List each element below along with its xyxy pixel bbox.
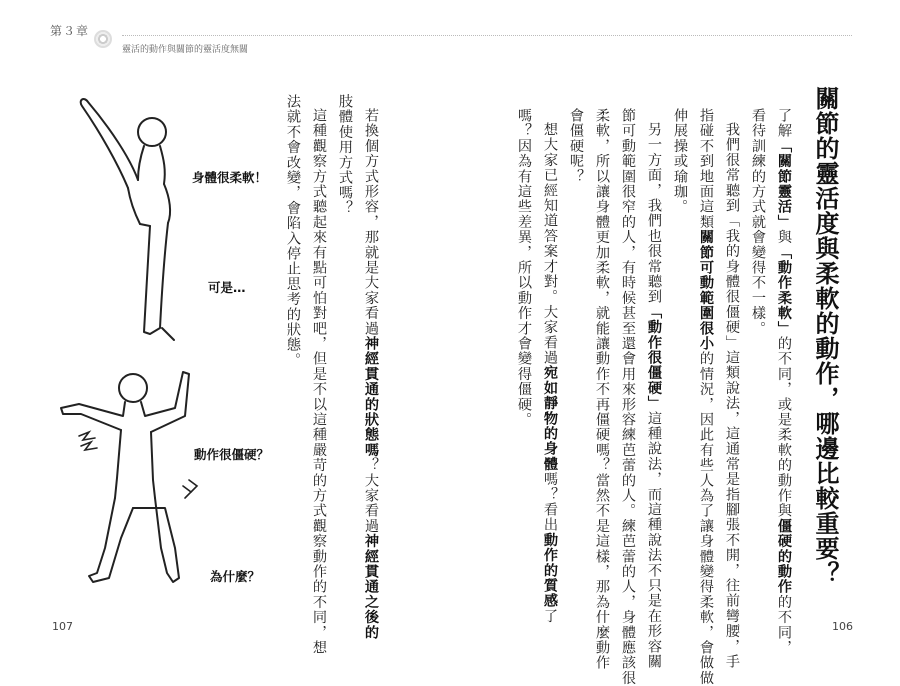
body-text: 了: [542, 608, 558, 624]
text-column: [719, 122, 745, 669]
page-number-right: 106: [832, 620, 853, 633]
text-column: [563, 108, 589, 184]
emphasis-text: 「動作柔軟」: [776, 244, 792, 337]
text-column: [771, 108, 797, 655]
body-text: 想大家已經知道答案才對。大家看過: [542, 122, 558, 366]
body-text: 另一方面，我們也很常聽到: [646, 122, 662, 305]
body-text: 法就不會改變，會陷入停止思考的狀態。: [285, 94, 301, 368]
figure-label-stiff: 動作很僵硬？: [194, 447, 270, 462]
body-text: 指碰不到地面這類: [698, 108, 714, 230]
stiff-body-illustration: [55, 368, 200, 590]
body-text: 看待訓練的方式就會變得不一樣。: [750, 108, 766, 336]
emphasis-text: 關節可動範圍很小: [698, 229, 714, 352]
chapter-label: 第３章: [50, 24, 90, 38]
emphasis-text: 動作的質感: [542, 532, 558, 609]
body-text: 我們很常聽到「我的身體很僵硬」這類說法，這通常是指腳張不開，往前彎腰，手: [724, 122, 740, 670]
emphasis-text: 神經貫通之後的: [363, 533, 379, 641]
running-head: 靈活的動作與關節的靈活度無關: [122, 45, 249, 55]
header-divider: [122, 35, 852, 36]
body-text: 肢體使用方式嗎？: [337, 94, 353, 216]
body-text: 節可動範圍很窄的人，有時候甚至還會用來形容練芭蕾的人。練芭蕾的人，身體應該很: [620, 108, 636, 686]
emphasis-text: 「動作很僵硬」: [646, 304, 662, 411]
flexible-body-illustration: [60, 88, 190, 350]
text-column: [745, 108, 771, 336]
text-column: [641, 122, 667, 669]
body-text: 伸展操或瑜珈。: [672, 108, 688, 215]
body-text: 若換個方式形容，那就是大家看過: [363, 108, 379, 336]
body-text: 柔軟，所以讓身體更加柔軟，就能讓動作不再僵硬嗎？當然不是這樣，那為什麼動作: [594, 108, 610, 671]
body-text: 這種觀察方式聽起來有點可怕對吧，但是不以這種嚴苛的方式觀察動作的不同，想: [311, 108, 327, 656]
text-column: [537, 122, 563, 624]
text-column: [693, 108, 719, 686]
text-column: [332, 94, 358, 216]
emphasis-text: 「關節靈活」: [776, 138, 792, 230]
text-column: [280, 94, 306, 368]
text-column: [589, 108, 615, 670]
text-column: [615, 108, 641, 686]
figure-label-but: 可是…: [208, 280, 246, 295]
body-text: 的不同，: [776, 594, 792, 656]
body-text: 嗎？看出: [542, 471, 558, 533]
emphasis-text: 宛如靜物的身體: [542, 365, 558, 472]
body-text: 的情況，因此有些人為了讓身體變得柔軟，會做做: [698, 351, 714, 686]
body-text: 嗎？因為有這些差異，所以動作才會變得僵硬。: [516, 108, 532, 428]
text-column: [306, 108, 332, 655]
text-column: [511, 108, 537, 427]
emphasis-text: 僵硬的動作: [776, 518, 792, 595]
figure-label-soft: 身體很柔軟！: [192, 170, 268, 185]
body-text: 與: [776, 229, 792, 245]
page-number-left: 107: [52, 620, 73, 633]
figure-label-why: 為什麼？: [210, 569, 261, 584]
body-text: 會僵硬呢？: [568, 108, 584, 184]
chapter-circle-icon: [94, 30, 112, 48]
body-text: 了解: [776, 108, 792, 139]
section-title: 關節的靈活度與柔軟的動作，哪邊比較重要？: [811, 86, 839, 586]
text-column: [358, 108, 384, 640]
body-text: 這種說法，而這種說法不只是在形容關: [646, 410, 662, 670]
body-text: 的不同，或是柔軟的動作與: [776, 336, 792, 519]
emphasis-text: 神經貫通的狀態嗎: [363, 336, 379, 458]
body-text: ？大家看過: [363, 457, 379, 534]
text-column: [667, 108, 693, 214]
page-header: [0, 0, 900, 60]
